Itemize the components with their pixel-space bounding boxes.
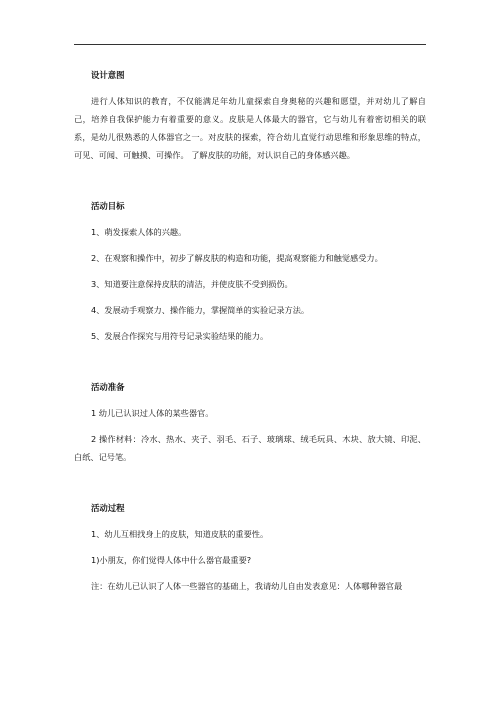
spacer	[74, 241, 426, 249]
spacer	[74, 215, 426, 223]
prep-item-2: 2 操作材料：冷水、热水、夹子、羽毛、石子、玻璃球、绒毛玩具、木块、放大镜、印泥、白纸、记号笔。	[74, 434, 426, 462]
spacer	[74, 293, 426, 301]
process-note: 注：在幼儿已认识了人体一些器官的基础上，我请幼儿自由发表意见：人体哪种器官最	[91, 581, 403, 591]
spacer	[74, 543, 426, 551]
process-step-1: 1、幼儿互相找身上的皮肤，知道皮肤的重要性。	[91, 529, 269, 539]
goal-item-5: 5、发展合作探究与用符号记录实验结果的能力。	[91, 331, 269, 341]
spacer	[74, 517, 426, 525]
goal-item-1: 1、萌发探索人体的兴趣。	[91, 227, 187, 237]
spacer	[74, 345, 426, 378]
spacer	[74, 569, 426, 577]
goal-item-3: 3、知道要注意保持皮肤的清洁，并使皮肤不受到损伤。	[91, 279, 293, 289]
section-title-design: 设计意图	[91, 70, 125, 80]
document-body	[74, 66, 426, 595]
prep-item-1: 1 幼儿已认识过人体的某些器官。	[91, 408, 214, 418]
goal-item-2: 2、在观察和操作中，初步了解皮肤的构造和功能，提高观察能力和触觉感受力。	[91, 253, 383, 263]
spacer	[74, 267, 426, 275]
spacer	[74, 396, 426, 404]
section-title-goals: 活动目标	[91, 201, 125, 211]
spacer	[74, 319, 426, 327]
section-title-process: 活动过程	[91, 503, 125, 513]
spacer	[74, 466, 426, 499]
header-rule	[74, 44, 426, 45]
spacer	[74, 84, 426, 92]
spacer	[74, 164, 426, 197]
design-paragraph: 进行人体知识的教育，不仅能满足年幼儿童探索自身奥秘的兴趣和愿望，并对幼儿了解自己，培养自我保护能力有着重要的意义。皮肤是人体最大的器官，它与幼儿有着密切相关的联系，是幼儿很熟悉的人体器官之一。对皮肤的探索，符合幼儿直觉行动思维和形象思维的特点，可见、可闻、可触摸、可操作。 了解皮肤的功能，对认识自己的身体感兴趣。	[74, 96, 426, 160]
goal-item-4: 4、发展动手观察力、操作能力，掌握简单的实验记录方法。	[91, 305, 310, 315]
spacer	[74, 422, 426, 430]
section-title-prep: 活动准备	[91, 382, 125, 392]
process-question-1: 1)小朋友，你们觉得人体中什么器官最重要?	[91, 555, 252, 565]
